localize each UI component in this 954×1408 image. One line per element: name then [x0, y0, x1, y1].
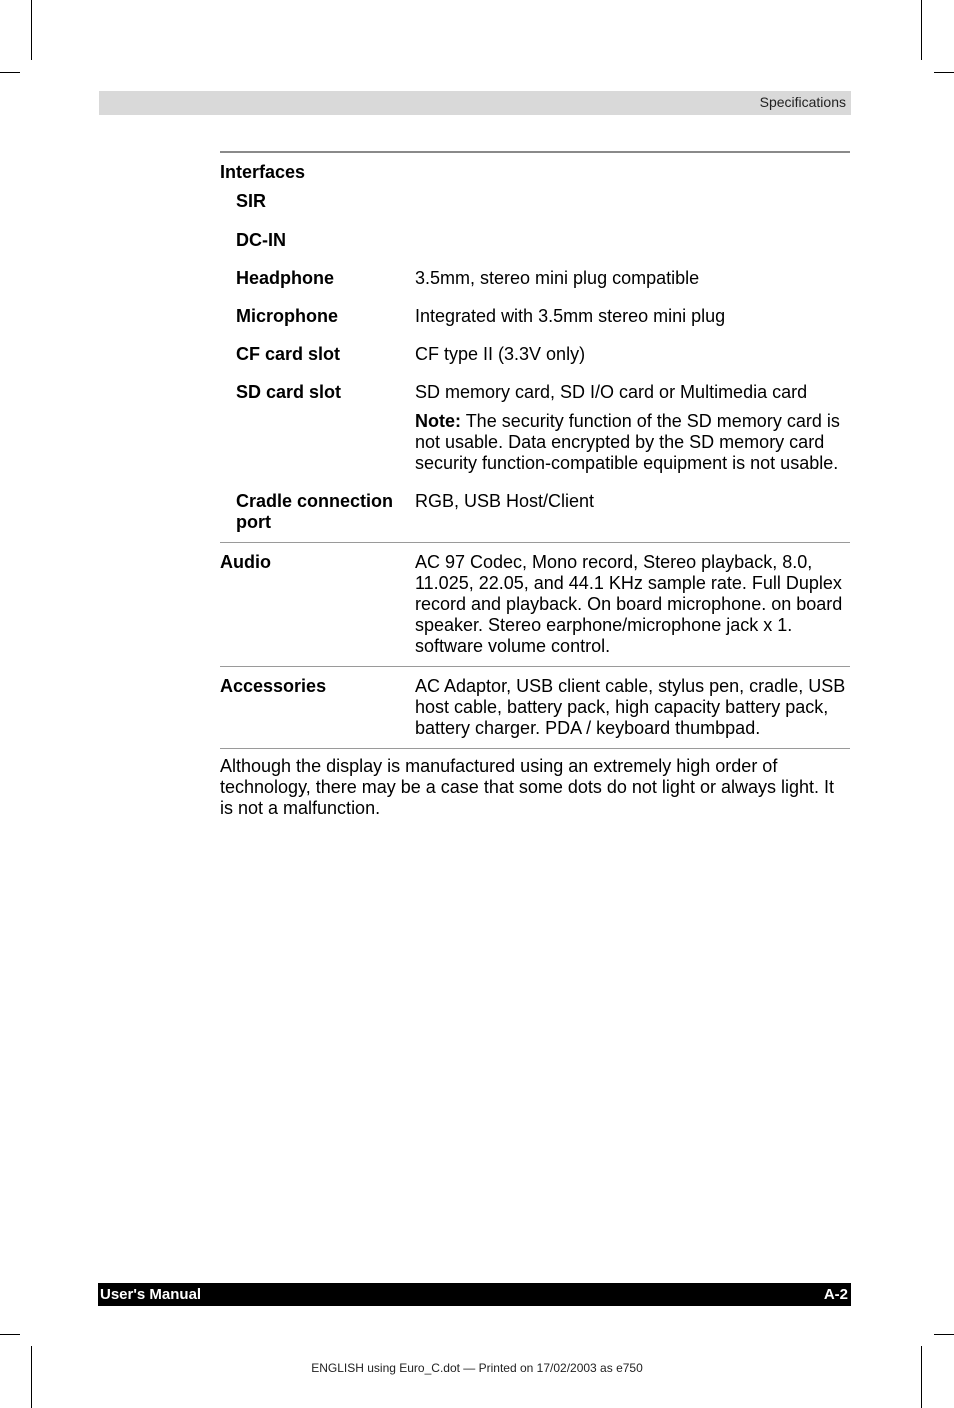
crop-mark [31, 1346, 32, 1408]
running-header [99, 91, 851, 115]
spec-table [220, 151, 850, 819]
section-title: Specifications [759, 94, 846, 110]
table-rule [220, 542, 850, 543]
crop-mark [31, 0, 32, 60]
note-text: The security function of the SD memory card is not usable. Data encrypted by the SD memory card security function-compatible equipment is not usable. [415, 411, 840, 473]
crop-mark [0, 72, 20, 73]
table-rule [220, 748, 850, 749]
spec-value: CF type II (3.3V only) [415, 344, 586, 364]
spec-row-sd-card-slot [220, 382, 850, 474]
spec-row-cradle-port [220, 491, 850, 533]
spec-label: Audio [220, 552, 271, 572]
crop-mark [0, 1334, 20, 1335]
spec-label: CF card slot [236, 344, 341, 364]
spec-row-microphone [220, 306, 850, 327]
spec-row-cf-card-slot [220, 344, 850, 365]
display-note: Although the display is manufactured using an extremely high order of technology, there may be a case that some dots do not light or always light. It is not a malfunction. [220, 756, 835, 818]
spec-row-dcin [220, 230, 850, 251]
print-info: ENGLISH using Euro_C.dot — Printed on 17/02/2003 as e750 [311, 1361, 643, 1375]
page-number: A-2 [823, 1286, 848, 1303]
spec-label: Cradle connection port [236, 491, 394, 532]
spec-label: SIR [236, 191, 267, 211]
crop-mark [921, 0, 922, 60]
spec-value: RGB, USB Host/Client [415, 491, 595, 511]
spec-value [415, 230, 850, 251]
spec-value: Integrated with 3.5mm stereo mini plug [415, 306, 726, 326]
table-rule [220, 151, 850, 153]
crop-mark [934, 1334, 954, 1335]
spec-value [415, 382, 850, 474]
spec-value: AC Adaptor, USB client cable, stylus pen, cradle, USB host cable, battery pack, high capacity battery pack, battery charger. PDA / keyboard thumbpad. [415, 676, 846, 738]
crop-mark [934, 72, 954, 73]
spec-value: 3.5mm, stereo mini plug compatible [415, 268, 700, 288]
spec-row-headphone [220, 268, 850, 289]
spec-label: Headphone [236, 268, 335, 288]
note-label: Note: [415, 411, 461, 431]
sd-card-note [415, 411, 850, 474]
running-footer [98, 1283, 851, 1306]
spec-row-audio [220, 552, 850, 657]
spec-label: SD card slot [236, 382, 342, 402]
spec-label: Microphone [236, 306, 338, 326]
spec-value: AC 97 Codec, Mono record, Stereo playback, 8.0, 11.025, 22.05, and 44.1 KHz sample rate. Full Duplex record and playback. On board microphone. on board speaker. Stereo earphone/microphone jack x 1. software volume control. [415, 552, 843, 656]
table-rule [220, 666, 850, 667]
spec-row-accessories [220, 676, 850, 739]
sd-card-value: SD memory card, SD I/O card or Multimedia card [415, 382, 808, 402]
spec-label: DC-IN [236, 230, 286, 250]
spec-label: Accessories [220, 676, 327, 696]
crop-mark [921, 1346, 922, 1408]
manual-title: User's Manual [100, 1286, 202, 1303]
interfaces-heading: Interfaces [220, 162, 306, 182]
spec-value [415, 191, 850, 212]
spec-row-sir [220, 191, 850, 212]
